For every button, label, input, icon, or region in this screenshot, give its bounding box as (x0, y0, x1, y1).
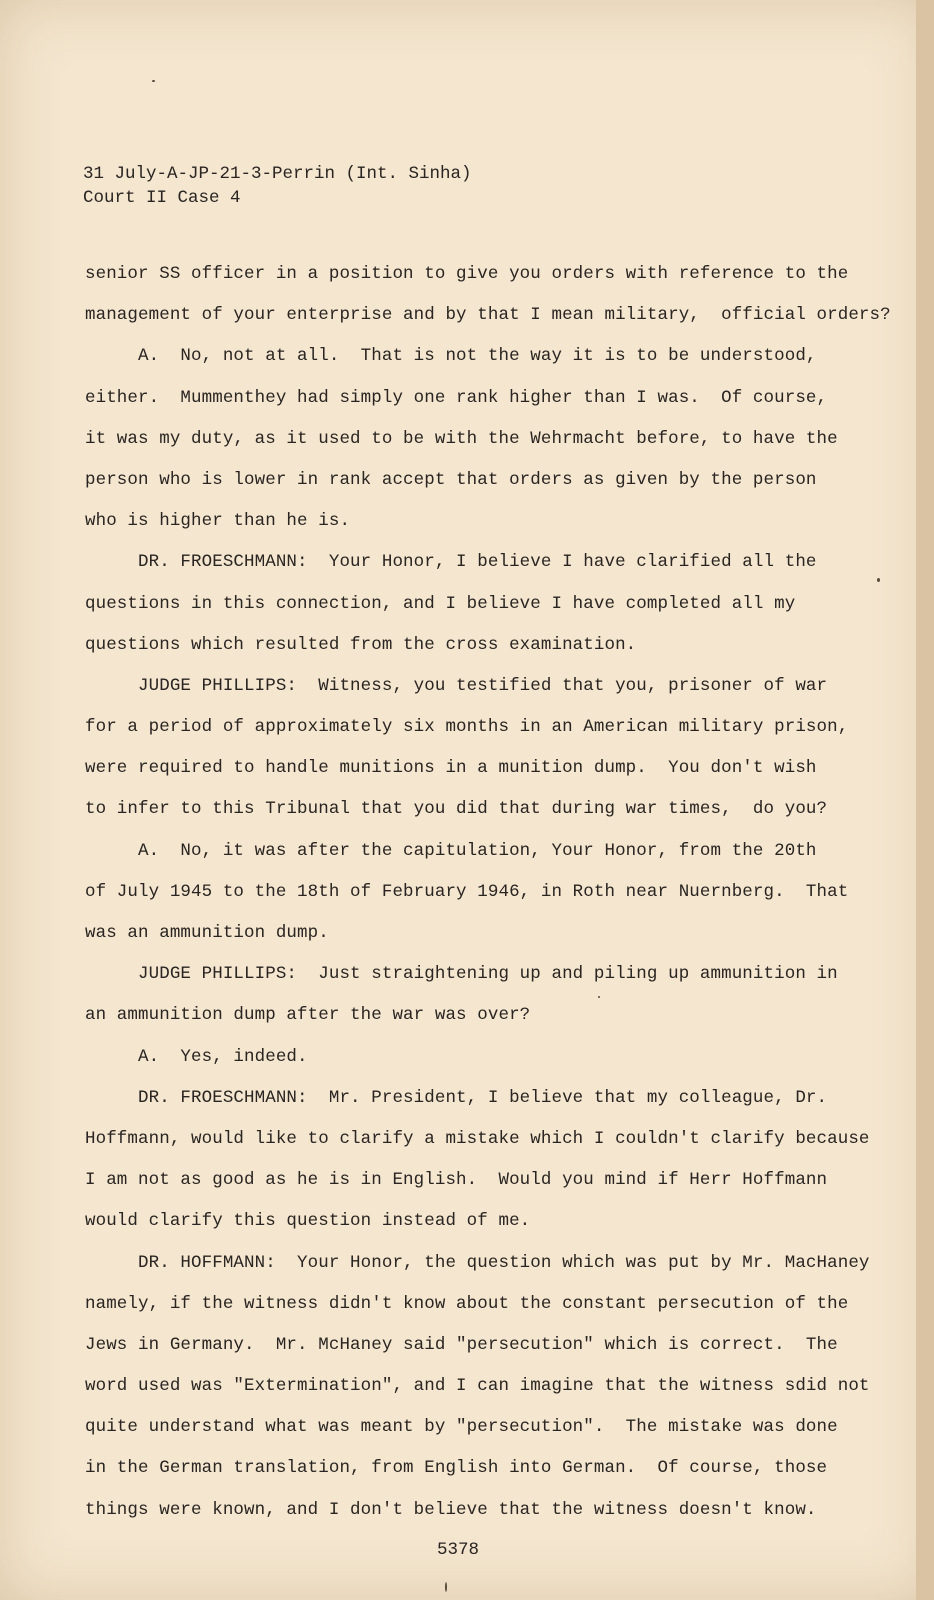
transcript-line: A. No, it was after the capitulation, Your Honor, from the 20th (85, 840, 817, 861)
transcript-body (85, 262, 891, 1539)
transcript-line: JUDGE PHILLIPS: Witness, you testified that you, prisoner of war (85, 675, 828, 696)
header-line-1: 31 July-A-JP-21-3-Perrin (Int. Sinha) (83, 164, 472, 184)
transcript-line: questions which resulted from the cross examination. (85, 634, 637, 655)
transcript-line: for a period of approximately six months in an American military prison, (85, 717, 849, 738)
transcript-line: it was my duty, as it used to be with the Wehrmacht before, to have the (85, 428, 838, 449)
paper-speck (152, 80, 155, 82)
transcript-line: word used was "Extermination", and I can imagine that the witness sdid not (85, 1376, 870, 1397)
transcript-line: senior SS officer in a position to give you orders with reference to the (85, 264, 849, 284)
transcript-line: of July 1945 to the 18th of February 1946, in Roth near Nuernberg. That (85, 881, 849, 902)
transcript-line: an ammunition dump after the war was over? (85, 1005, 531, 1026)
transcript-line: A. Yes, indeed. (85, 1046, 308, 1067)
transcript-line: person who is lower in rank accept that orders as given by the person (85, 469, 817, 490)
transcript-line: DR. FROESCHMANN: Mr. President, I believe that my colleague, Dr. (85, 1087, 828, 1108)
header-line-2: Court II Case 4 (83, 188, 241, 208)
transcript-line: DR. HOFFMANN: Your Honor, the question which was put by Mr. MacHaney (85, 1252, 870, 1273)
paper-speck (877, 578, 880, 582)
transcript-line: things were known, and I don't believe that the witness doesn't know. (85, 1499, 817, 1520)
transcript-line: would clarify this question instead of me. (85, 1211, 531, 1232)
paper-speck (445, 1582, 447, 1592)
transcript-line: DR. FROESCHMANN: Your Honor, I believe I have clarified all the (85, 552, 817, 573)
transcript-line: Jews in Germany. Mr. McHaney said "persecution" which is correct. The (85, 1334, 838, 1355)
paper-speck (598, 996, 600, 998)
document-header (83, 162, 472, 210)
transcript-line: who is higher than he is. (85, 511, 351, 532)
transcript-line: I am not as good as he is in English. Would you mind if Herr Hoffmann (85, 1170, 828, 1191)
transcript-line: quite understand what was meant by "persecution". The mistake was done (85, 1417, 838, 1438)
transcript-line: questions in this connection, and I believe I have completed all my (85, 593, 796, 614)
transcript-line: management of your enterprise and by that I mean military, official orders? (85, 305, 891, 326)
transcript-line: in the German translation, from English into German. Of course, those (85, 1458, 828, 1479)
transcript-line: was an ammunition dump. (85, 923, 329, 943)
transcript-line: Hoffmann, would like to clarify a mistake which I couldn't clarify because (85, 1128, 870, 1149)
page-number: 5378 (436, 1540, 479, 1560)
page-edge (916, 0, 934, 1600)
transcript-line: namely, if the witness didn't know about the constant persecution of the (85, 1293, 849, 1314)
transcript-line: either. Mummenthey had simply one rank higher than I was. Of course, (85, 387, 828, 408)
transcript-line: A. No, not at all. That is not the way it is to be understood, (85, 346, 817, 367)
transcript-line: JUDGE PHILLIPS: Just straightening up and piling up ammunition in (85, 964, 838, 985)
transcript-line: to infer to this Tribunal that you did that during war times, do you? (85, 799, 828, 820)
transcript-line: were required to handle munitions in a munition dump. You don't wish (85, 758, 817, 779)
